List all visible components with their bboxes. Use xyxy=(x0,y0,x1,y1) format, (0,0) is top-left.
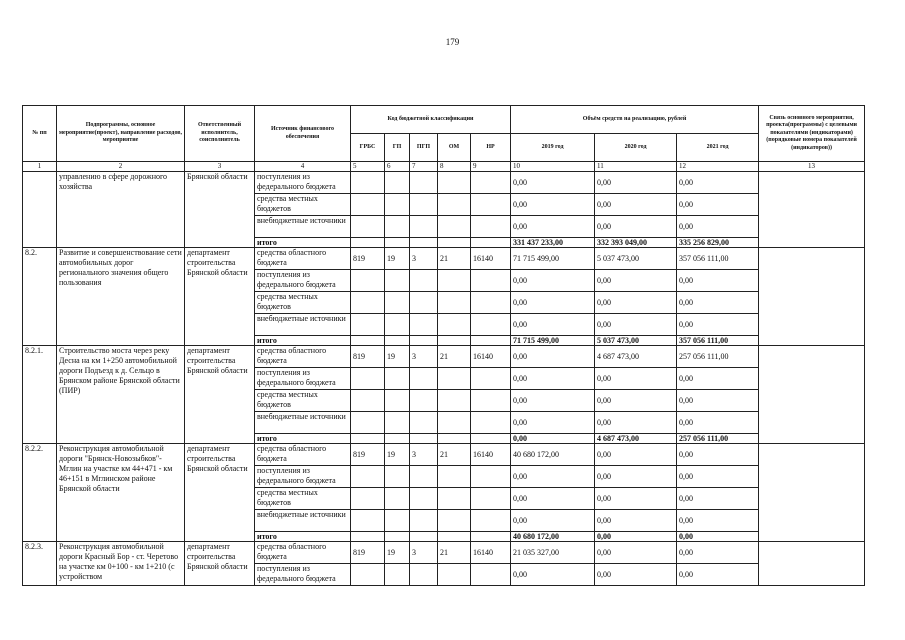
funding-source: внебюджетные источники xyxy=(255,412,351,434)
budget-code xyxy=(385,336,410,346)
amount-value: 0,00 xyxy=(677,390,759,412)
total-label: итого xyxy=(255,238,351,248)
budget-code xyxy=(385,564,410,586)
budget-code xyxy=(351,488,385,510)
amount-value: 0,00 xyxy=(677,314,759,336)
budget-code xyxy=(351,510,385,532)
amount-value: 0,00 xyxy=(511,346,595,368)
column-number: 5 xyxy=(351,162,385,172)
budget-code xyxy=(351,390,385,412)
total-label: итого xyxy=(255,532,351,542)
budget-code: 21 xyxy=(438,346,471,368)
budget-code xyxy=(438,466,471,488)
budget-code xyxy=(471,270,511,292)
amount-value: 0,00 xyxy=(677,172,759,194)
budget-code xyxy=(438,564,471,586)
budget-code xyxy=(438,510,471,532)
total-value: 71 715 499,00 xyxy=(511,336,595,346)
amount-value: 0,00 xyxy=(677,466,759,488)
budget-code xyxy=(471,292,511,314)
budget-code xyxy=(438,336,471,346)
budget-code xyxy=(351,412,385,434)
budget-code: 19 xyxy=(385,248,410,270)
budget-code xyxy=(351,564,385,586)
budget-code xyxy=(351,238,385,248)
responsible-executor: департамент строительства Брянской области xyxy=(185,248,255,346)
header-om: ОМ xyxy=(438,134,471,162)
budget-code xyxy=(410,532,438,542)
row-number: 8.2.2. xyxy=(23,444,57,542)
funding-source: средства местных бюджетов xyxy=(255,292,351,314)
budget-code xyxy=(410,314,438,336)
amount-value: 0,00 xyxy=(511,270,595,292)
budget-code xyxy=(385,466,410,488)
budget-code xyxy=(471,390,511,412)
amount-value: 0,00 xyxy=(511,368,595,390)
indicator-link xyxy=(759,542,865,586)
indicator-link xyxy=(759,346,865,444)
amount-value: 0,00 xyxy=(677,368,759,390)
column-number: 4 xyxy=(255,162,351,172)
budget-code xyxy=(410,368,438,390)
funding-source: поступления из федерального бюджета xyxy=(255,270,351,292)
header-nr: НР xyxy=(471,134,511,162)
total-value: 331 437 233,00 xyxy=(511,238,595,248)
amount-value: 0,00 xyxy=(595,466,677,488)
budget-code xyxy=(351,172,385,194)
budget-code xyxy=(471,434,511,444)
budget-code xyxy=(351,434,385,444)
budget-code: 3 xyxy=(410,542,438,564)
amount-value: 357 056 111,00 xyxy=(677,248,759,270)
budget-code: 19 xyxy=(385,444,410,466)
budget-code xyxy=(410,216,438,238)
header-volume: Объём средств на реализацию, рублей xyxy=(511,106,759,134)
amount-value: 0,00 xyxy=(595,488,677,510)
budget-code xyxy=(471,336,511,346)
amount-value: 0,00 xyxy=(511,390,595,412)
budget-code xyxy=(385,194,410,216)
header-budget-code: Код бюджетной классификации xyxy=(351,106,511,134)
funding-source: поступления из федерального бюджета xyxy=(255,564,351,586)
budget-code: 3 xyxy=(410,346,438,368)
column-number: 6 xyxy=(385,162,410,172)
indicator-link xyxy=(759,444,865,542)
row-number: 8.2. xyxy=(23,248,57,346)
row-number: 8.2.1. xyxy=(23,346,57,444)
amount-value: 0,00 xyxy=(595,292,677,314)
funding-source: средства областного бюджета xyxy=(255,346,351,368)
budget-code: 819 xyxy=(351,444,385,466)
measure-name: Строительство моста через реку Десна на км 1+250 автомобильной дороги Подъезд к д. Сельцо в Брянском районе Брянской области (ПИР) xyxy=(57,346,185,444)
column-number: 11 xyxy=(595,162,677,172)
measure-name: Реконструкция автомобильной дороги "Брянск-Новозыбков"-Мглин на участке км 44+471 - км 46+151 в Мглинском районе Брянской области xyxy=(57,444,185,542)
row-number: 8.2.3. xyxy=(23,542,57,586)
funding-source: поступления из федерального бюджета xyxy=(255,172,351,194)
total-value: 0,00 xyxy=(595,532,677,542)
budget-code xyxy=(351,270,385,292)
responsible-executor: департамент строительства Брянской области xyxy=(185,444,255,542)
amount-value: 0,00 xyxy=(677,444,759,466)
total-value: 0,00 xyxy=(677,532,759,542)
budget-code xyxy=(351,368,385,390)
amount-value: 0,00 xyxy=(677,564,759,586)
amount-value: 0,00 xyxy=(511,466,595,488)
amount-value: 257 056 111,00 xyxy=(677,346,759,368)
budget-code xyxy=(385,434,410,444)
funding-source: средства местных бюджетов xyxy=(255,488,351,510)
funding-source: средства местных бюджетов xyxy=(255,390,351,412)
budget-code xyxy=(438,412,471,434)
row-number xyxy=(23,172,57,248)
indicator-link xyxy=(759,248,865,346)
amount-value: 0,00 xyxy=(677,412,759,434)
column-number: 1 xyxy=(23,162,57,172)
amount-value: 0,00 xyxy=(511,194,595,216)
budget-code xyxy=(351,314,385,336)
total-value: 4 687 473,00 xyxy=(595,434,677,444)
header-source: Источник финансового обеспечения xyxy=(255,106,351,162)
funding-source: средства областного бюджета xyxy=(255,542,351,564)
responsible-executor: департамент строительства Брянской области xyxy=(185,542,255,586)
budget-code xyxy=(471,510,511,532)
amount-value: 0,00 xyxy=(595,270,677,292)
responsible-executor: Брянской области xyxy=(185,172,255,248)
column-numbers-row xyxy=(23,162,865,172)
column-number: 8 xyxy=(438,162,471,172)
funding-source: средства областного бюджета xyxy=(255,444,351,466)
amount-value: 0,00 xyxy=(595,542,677,564)
budget-code xyxy=(385,216,410,238)
amount-value: 21 035 327,00 xyxy=(511,542,595,564)
budget-code xyxy=(385,292,410,314)
total-value: 335 256 829,00 xyxy=(677,238,759,248)
budget-code xyxy=(438,194,471,216)
amount-value: 0,00 xyxy=(511,510,595,532)
total-value: 5 037 473,00 xyxy=(595,336,677,346)
budget-code xyxy=(410,292,438,314)
amount-value: 0,00 xyxy=(677,270,759,292)
budget-code xyxy=(410,238,438,248)
budget-code xyxy=(438,172,471,194)
amount-value: 40 680 172,00 xyxy=(511,444,595,466)
budget-code: 819 xyxy=(351,248,385,270)
header-2021: 2021 год xyxy=(677,134,759,162)
budget-code xyxy=(410,390,438,412)
budget-code xyxy=(471,412,511,434)
budget-code xyxy=(410,270,438,292)
budget-code: 21 xyxy=(438,248,471,270)
amount-value: 0,00 xyxy=(511,216,595,238)
amount-value: 0,00 xyxy=(511,412,595,434)
budget-code xyxy=(385,412,410,434)
header-2020: 2020 год xyxy=(595,134,677,162)
budget-code xyxy=(385,510,410,532)
column-number: 3 xyxy=(185,162,255,172)
funding-source: внебюджетные источники xyxy=(255,510,351,532)
header-grbs: ГРБС xyxy=(351,134,385,162)
table-row xyxy=(23,248,865,270)
budget-code xyxy=(351,292,385,314)
budget-code xyxy=(471,238,511,248)
total-value: 40 680 172,00 xyxy=(511,532,595,542)
budget-code xyxy=(471,314,511,336)
budget-code xyxy=(410,336,438,346)
amount-value: 0,00 xyxy=(595,510,677,532)
budget-code xyxy=(438,292,471,314)
column-number: 9 xyxy=(471,162,511,172)
budget-code xyxy=(471,488,511,510)
budget-code xyxy=(351,466,385,488)
budget-code xyxy=(471,532,511,542)
budget-code xyxy=(385,368,410,390)
budget-code: 3 xyxy=(410,248,438,270)
measure-name: Развитие и совершенствование сети автомобильных дорог регионального значения общего пользования xyxy=(57,248,185,346)
total-value: 357 056 111,00 xyxy=(677,336,759,346)
amount-value: 0,00 xyxy=(595,368,677,390)
budget-code: 16140 xyxy=(471,248,511,270)
funding-source: поступления из федерального бюджета xyxy=(255,466,351,488)
budget-code xyxy=(410,466,438,488)
budget-code xyxy=(471,564,511,586)
table-body xyxy=(23,172,865,586)
amount-value: 0,00 xyxy=(595,390,677,412)
budget-code xyxy=(410,172,438,194)
amount-value: 0,00 xyxy=(595,412,677,434)
budget-code xyxy=(351,194,385,216)
amount-value: 0,00 xyxy=(511,172,595,194)
amount-value: 0,00 xyxy=(595,444,677,466)
responsible-executor: департамент строительства Брянской области xyxy=(185,346,255,444)
amount-value: 0,00 xyxy=(595,216,677,238)
measure-name: управлению в сфере дорожного хозяйства xyxy=(57,172,185,248)
amount-value: 0,00 xyxy=(595,564,677,586)
budget-code: 21 xyxy=(438,444,471,466)
budget-code xyxy=(410,564,438,586)
funding-source: внебюджетные источники xyxy=(255,216,351,238)
budget-code: 19 xyxy=(385,346,410,368)
column-number: 10 xyxy=(511,162,595,172)
total-label: итого xyxy=(255,434,351,444)
budget-code xyxy=(385,172,410,194)
funding-source: средства областного бюджета xyxy=(255,248,351,270)
funding-source: внебюджетные источники xyxy=(255,314,351,336)
amount-value: 0,00 xyxy=(511,564,595,586)
budget-code xyxy=(410,194,438,216)
budget-code xyxy=(438,368,471,390)
budget-code xyxy=(471,172,511,194)
total-value: 332 393 049,00 xyxy=(595,238,677,248)
budget-code: 16140 xyxy=(471,346,511,368)
column-number: 2 xyxy=(57,162,185,172)
amount-value: 71 715 499,00 xyxy=(511,248,595,270)
budget-code: 16140 xyxy=(471,444,511,466)
indicator-link xyxy=(759,172,865,248)
budget-code xyxy=(385,270,410,292)
budget-code xyxy=(351,216,385,238)
header-link: Связь основного мероприятия, проекта(программы) с целевыми показателями (индикаторами) (порядковые номера показателей (индикаторов)) xyxy=(759,106,865,162)
budget-code xyxy=(471,194,511,216)
budget-code xyxy=(410,510,438,532)
header-gp: ГП xyxy=(385,134,410,162)
total-value: 257 056 111,00 xyxy=(677,434,759,444)
budget-code xyxy=(385,314,410,336)
header-2019: 2019 год xyxy=(511,134,595,162)
total-label: итого xyxy=(255,336,351,346)
budget-code xyxy=(410,488,438,510)
budget-table xyxy=(22,105,865,586)
budget-code: 19 xyxy=(385,542,410,564)
budget-code xyxy=(351,532,385,542)
table-row xyxy=(23,542,865,564)
budget-code xyxy=(438,216,471,238)
amount-value: 0,00 xyxy=(677,510,759,532)
amount-value: 0,00 xyxy=(595,172,677,194)
budget-code xyxy=(410,412,438,434)
amount-value: 0,00 xyxy=(511,292,595,314)
budget-code xyxy=(385,532,410,542)
amount-value: 0,00 xyxy=(677,194,759,216)
measure-name: Реконструкция автомобильной дороги Красный Бор - ст. Черетово на участке км 0+100 - км 1+210 (с устройством xyxy=(57,542,185,586)
amount-value: 4 687 473,00 xyxy=(595,346,677,368)
header-subprogram: Подпрограммы, основное мероприятие(проект), направление расходов, мероприятие xyxy=(57,106,185,162)
amount-value: 0,00 xyxy=(595,194,677,216)
header-no: № пп xyxy=(23,106,57,162)
amount-value: 0,00 xyxy=(511,314,595,336)
amount-value: 0,00 xyxy=(677,488,759,510)
table-row xyxy=(23,346,865,368)
budget-code xyxy=(385,238,410,248)
budget-code xyxy=(438,238,471,248)
amount-value: 0,00 xyxy=(595,314,677,336)
budget-code: 819 xyxy=(351,346,385,368)
budget-code xyxy=(385,390,410,412)
header-pgp: ПГП xyxy=(410,134,438,162)
budget-code xyxy=(351,336,385,346)
budget-code xyxy=(471,466,511,488)
budget-code xyxy=(438,532,471,542)
budget-code xyxy=(438,434,471,444)
budget-code xyxy=(385,488,410,510)
total-value: 0,00 xyxy=(511,434,595,444)
table-row xyxy=(23,172,865,194)
column-number: 12 xyxy=(677,162,759,172)
budget-code xyxy=(438,270,471,292)
budget-code: 21 xyxy=(438,542,471,564)
column-number: 7 xyxy=(410,162,438,172)
budget-code xyxy=(438,314,471,336)
funding-source: поступления из федерального бюджета xyxy=(255,368,351,390)
budget-code xyxy=(471,216,511,238)
amount-value: 0,00 xyxy=(677,292,759,314)
page-number: 179 xyxy=(445,37,460,47)
amount-value: 5 037 473,00 xyxy=(595,248,677,270)
amount-value: 0,00 xyxy=(677,216,759,238)
budget-code: 3 xyxy=(410,444,438,466)
budget-code xyxy=(471,368,511,390)
budget-code: 819 xyxy=(351,542,385,564)
budget-code xyxy=(438,390,471,412)
funding-source: средства местных бюджетов xyxy=(255,194,351,216)
amount-value: 0,00 xyxy=(677,542,759,564)
header-responsible: Ответственный исполнитель, соисполнитель xyxy=(185,106,255,162)
amount-value: 0,00 xyxy=(511,488,595,510)
budget-code xyxy=(438,488,471,510)
table-row xyxy=(23,444,865,466)
budget-code xyxy=(410,434,438,444)
budget-code: 16140 xyxy=(471,542,511,564)
column-number: 13 xyxy=(759,162,865,172)
